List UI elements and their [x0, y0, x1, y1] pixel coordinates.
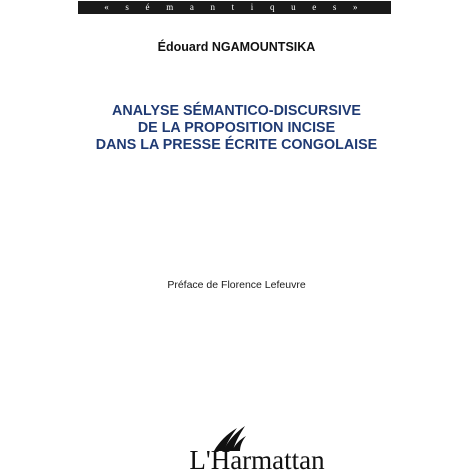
series-label: « s é m a n t i q u e s » — [104, 2, 365, 12]
title-line-2: DE LA PROPOSITION INCISE — [137, 120, 336, 136]
title-line-3: DANS LA PRESSE ÉCRITE CONGOLAISE — [95, 137, 378, 153]
publisher-mark — [167, 424, 347, 474]
title-line-1: ANALYSE SÉMANTICO-DISCURSIVE — [112, 103, 361, 119]
publisher-name: L'Harmattan — [189, 445, 325, 475]
book-title — [0, 103, 473, 154]
author-name: Édouard NGAMOUNTSIKA — [157, 40, 316, 54]
series-band — [78, 1, 391, 14]
preface-credit: Préface de Florence Lefeuvre — [167, 279, 306, 291]
